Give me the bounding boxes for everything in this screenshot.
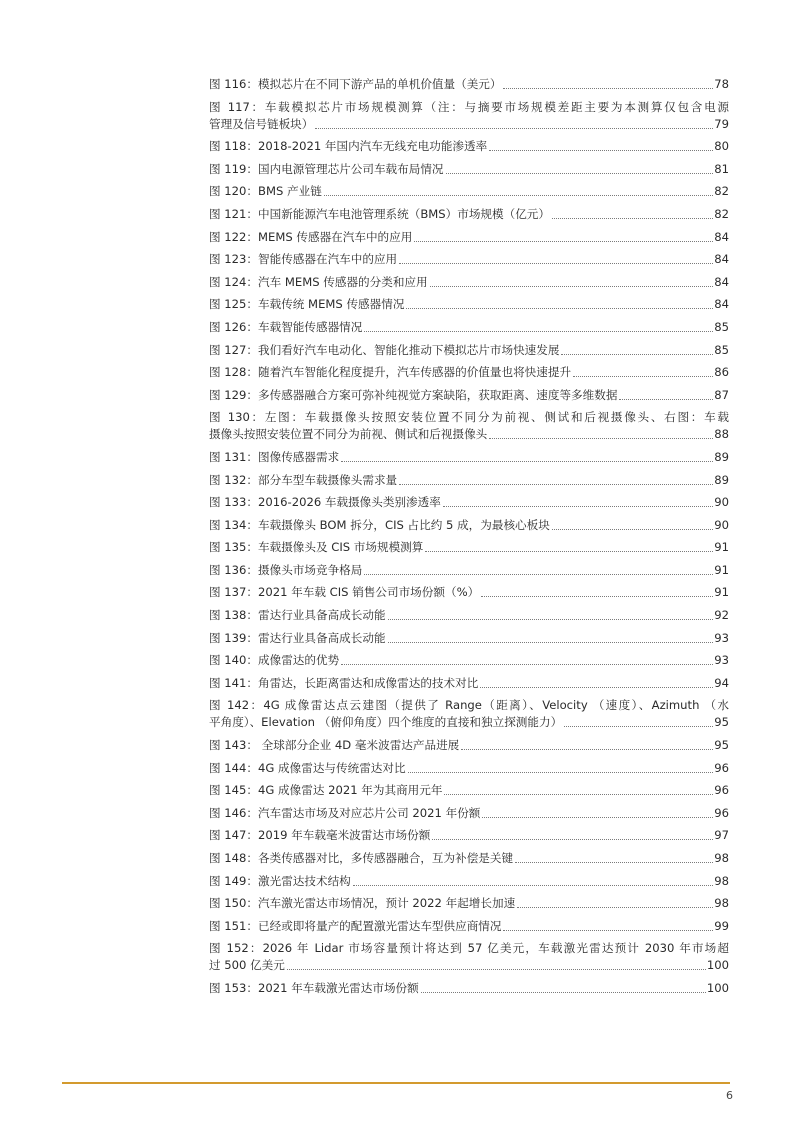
toc-entry[interactable]	[209, 251, 729, 268]
toc-entry-line	[209, 805, 729, 822]
toc-entry-line	[209, 850, 729, 867]
dot-leader	[341, 664, 713, 665]
dot-leader	[425, 551, 713, 552]
toc-entry-page: 84	[714, 252, 729, 267]
toc-entry-line	[209, 138, 729, 155]
toc-entry-page: 91	[714, 540, 729, 555]
toc-entry[interactable]	[209, 873, 729, 890]
toc-entry[interactable]	[209, 940, 729, 974]
toc-entry-title: 图 132：部分车型车载摄像头需求量	[209, 472, 398, 487]
toc-entry-line	[209, 251, 729, 268]
toc-entry-page: 91	[714, 585, 729, 600]
toc-entry-title: 图 134：车载摄像头 BOM 拆分，CIS 占比约 5 成，为最核心板块	[209, 517, 550, 532]
toc-entry-page: 86	[714, 365, 729, 380]
toc-entry-line	[209, 387, 729, 404]
toc-entry-page: 82	[714, 206, 729, 221]
toc-entry-title: 图 148：各类传感器对比，多传感器融合，互为补偿是关键	[209, 851, 514, 865]
toc-entry-page: 84	[714, 297, 729, 312]
dot-leader	[503, 88, 713, 89]
toc-entry-line	[209, 183, 729, 200]
toc-entry-title: 摄像头按照安装位置不同分为前视、侧试和后视摄像头	[209, 427, 488, 442]
toc-entry[interactable]	[209, 760, 729, 777]
toc-entry[interactable]	[209, 827, 729, 844]
dot-leader	[619, 399, 713, 400]
toc-entry-line	[209, 737, 729, 754]
toc-entry-line	[209, 296, 729, 313]
toc-entry[interactable]	[209, 229, 729, 246]
toc-entry-title: 图 126：车载智能传感器情况	[209, 319, 363, 334]
toc-entry-page: 79	[714, 116, 729, 131]
toc-entry-title: 管理及信号链板块）	[209, 116, 314, 131]
toc-entry[interactable]	[209, 76, 729, 93]
dot-leader	[406, 308, 713, 309]
toc-entry-title: 图 135：车载摄像头及 CIS 市场规模测算	[209, 540, 424, 555]
toc-entry-line	[209, 449, 729, 466]
toc-entry-page: 96	[714, 783, 729, 798]
toc-entry-title: 图 128：随着汽车智能化程度提升，汽车传感器的价值量也将快速提升	[209, 365, 572, 380]
dot-leader	[388, 619, 714, 620]
toc-entry-page: 80	[714, 139, 729, 154]
toc-entry[interactable]	[209, 161, 729, 178]
dot-leader	[517, 907, 713, 908]
toc-entry-page: 100	[706, 980, 729, 995]
dot-leader	[443, 506, 713, 507]
toc-entry[interactable]	[209, 895, 729, 912]
toc-entry[interactable]	[209, 387, 729, 404]
toc-entry-title-line1: 图 152：2026 年 Lidar 市场容量预计将达到 57 亿美元，车载激光雷达预计 2030 年市场超	[209, 941, 729, 956]
toc-entry-title: 图 127：我们看好汽车电动化、智能化推动下模拟芯片市场快速发展	[209, 342, 560, 357]
dot-leader	[430, 286, 714, 287]
toc-entry[interactable]	[209, 472, 729, 489]
toc-entry-title: 图 143： 全球部分企业 4D 毫米波雷达产品进展	[209, 738, 460, 753]
toc-entry-page: 98	[714, 873, 729, 888]
toc-entry-title: 图 123：智能传感器在汽车中的应用	[209, 252, 398, 267]
toc-entry[interactable]	[209, 584, 729, 601]
toc-entry-page: 90	[714, 517, 729, 532]
dot-leader	[364, 331, 713, 332]
dot-leader	[399, 484, 713, 485]
toc-entry[interactable]	[209, 206, 729, 223]
toc-entry[interactable]	[209, 274, 729, 291]
toc-entry-line	[209, 517, 729, 534]
toc-entry-page: 82	[714, 184, 729, 199]
toc-entry-title: 图 119：国内电源管理芯片公司车载布局情况	[209, 161, 444, 176]
dot-leader	[481, 596, 713, 597]
toc-entry[interactable]	[209, 409, 729, 443]
toc-entry-page: 87	[714, 387, 729, 402]
toc-entry-title: 图 125：车载传统 MEMS 传感器情况	[209, 297, 405, 312]
dot-leader	[408, 772, 714, 773]
toc-entry-title: 平角度）、Elevation （俯仰角度）四个维度的直接和独立探测能力）	[209, 715, 563, 730]
toc-entry-page: 88	[714, 427, 729, 442]
toc-entry-title: 图 137：2021 年车载 CIS 销售公司市场份额（%）	[209, 585, 480, 600]
toc-entry-title: 图 138：雷达行业具备高成长动能	[209, 608, 386, 623]
toc-entry-page: 84	[714, 229, 729, 244]
toc-entry-line	[209, 760, 729, 777]
toc-entry[interactable]	[209, 183, 729, 200]
dot-leader	[561, 354, 713, 355]
toc-entry-title: 图 140：成像雷达的优势	[209, 653, 340, 668]
toc-entry[interactable]	[209, 607, 729, 624]
dot-leader	[444, 794, 713, 795]
toc-entry[interactable]	[209, 697, 729, 731]
dot-leader	[399, 263, 713, 264]
toc-entry-page: 99	[714, 918, 729, 933]
toc-entry-title: 图 136：摄像头市场竞争格局	[209, 562, 363, 577]
toc-entry-title: 图 121：中国新能源汽车电池管理系统（BMS）市场规模（亿元）	[209, 206, 550, 221]
toc-entry-title: 图 139：雷达行业具备高成长动能	[209, 630, 386, 645]
toc-entry-line	[209, 895, 729, 912]
toc-entry-line	[209, 918, 729, 935]
dot-leader	[287, 969, 706, 970]
toc-entry-line	[209, 675, 729, 692]
dot-leader	[489, 150, 713, 151]
footer-rule	[62, 1082, 730, 1084]
toc-entry-title-line1: 图 130：左图：车载摄像头按照安装位置不同分为前视、侧试和后视摄像头、右图：车载	[209, 410, 729, 425]
toc-entry[interactable]	[209, 138, 729, 155]
toc-entry-title-line1: 图 142：4G 成像雷达点云建图（提供了 Range（距离）、Velocity （速度）、Azimuth （水	[209, 698, 729, 713]
toc-entry-line	[209, 274, 729, 291]
toc-entry-line	[209, 116, 729, 133]
toc-entry-title: 图 120：BMS 产业链	[209, 184, 322, 199]
toc-entry-line	[209, 539, 729, 556]
toc-entry-title: 图 149：激光雷达技术结构	[209, 873, 351, 888]
toc-entry-line	[209, 782, 729, 799]
dot-leader	[552, 529, 713, 530]
toc-entry[interactable]	[209, 449, 729, 466]
toc-entry[interactable]	[209, 342, 729, 359]
toc-entry-line	[209, 584, 729, 601]
dot-leader	[573, 376, 713, 377]
toc-entry-line	[209, 607, 729, 624]
toc-entry-title: 图 122：MEMS 传感器在汽车中的应用	[209, 229, 413, 244]
toc-entry-line	[209, 562, 729, 579]
toc-entry-page: 94	[714, 675, 729, 690]
dot-leader	[515, 862, 713, 863]
dot-leader	[388, 642, 714, 643]
toc-entry[interactable]	[209, 296, 729, 313]
dot-leader	[353, 885, 713, 886]
dot-leader	[324, 195, 713, 196]
toc-entry[interactable]	[209, 805, 729, 822]
toc-entry[interactable]	[209, 319, 729, 336]
toc-entry[interactable]	[209, 562, 729, 579]
toc-entry-title: 图 144：4G 成像雷达与传统雷达对比	[209, 760, 406, 775]
toc-entry-page: 89	[714, 449, 729, 464]
toc-entry-line	[209, 472, 729, 489]
toc-entry-page: 90	[714, 495, 729, 510]
toc-entry-page: 97	[714, 828, 729, 843]
toc-entry-line	[209, 342, 729, 359]
toc-entry-page: 78	[714, 77, 729, 91]
toc-entry-line	[209, 980, 729, 997]
toc-entry[interactable]	[209, 630, 729, 647]
toc-entry[interactable]	[209, 918, 729, 935]
toc-entry-page: 84	[714, 274, 729, 289]
dot-leader	[461, 749, 713, 750]
toc-entry-line	[209, 494, 729, 511]
toc-entry-line	[209, 714, 729, 731]
toc-entry-title: 图 153：2021 年车载激光雷达市场份额	[209, 980, 419, 995]
toc-entry[interactable]	[209, 737, 729, 754]
dot-leader	[489, 438, 713, 439]
toc-entry-title: 图 151：已经或即将量产的配置激光雷达车型供应商情况	[209, 918, 502, 933]
toc-entry-page: 98	[714, 851, 729, 865]
toc-entry-title: 图 141：角雷达，长距离雷达和成像雷达的技术对比	[209, 675, 479, 690]
toc-entry-line	[209, 652, 729, 669]
dot-leader	[552, 218, 713, 219]
toc-entry[interactable]	[209, 652, 729, 669]
toc-entry-title: 图 118：2018-2021 年国内汽车无线充电功能渗透率	[209, 139, 488, 154]
toc-entry[interactable]	[209, 850, 729, 867]
toc-entry[interactable]	[209, 364, 729, 381]
toc-entry-title: 图 146：汽车雷达市场及对应芯片公司 2021 年份额	[209, 805, 481, 820]
dot-leader	[315, 128, 713, 129]
toc-entry-title: 过 500 亿美元	[209, 958, 285, 973]
toc-entry-page: 92	[714, 608, 729, 623]
toc-entry-line	[209, 873, 729, 890]
toc-entry-page: 95	[714, 738, 729, 753]
toc-entry-title: 图 133：2016-2026 车载摄像头类别渗透率	[209, 495, 441, 510]
dot-leader	[421, 992, 706, 993]
toc-entry[interactable]	[209, 99, 729, 133]
toc-entry-page: 91	[714, 562, 729, 577]
toc-entry-page: 85	[714, 319, 729, 334]
toc-entry[interactable]	[209, 980, 729, 997]
toc-entry-title: 图 147：2019 年车载毫米波雷达市场份额	[209, 828, 431, 843]
dot-leader	[480, 687, 713, 688]
toc-entry[interactable]	[209, 494, 729, 511]
table-of-figures	[209, 76, 729, 1003]
toc-entry[interactable]	[209, 539, 729, 556]
toc-entry-page: 89	[714, 472, 729, 487]
dot-leader	[341, 461, 713, 462]
toc-entry-page: 81	[714, 161, 729, 176]
toc-entry-title: 图 129：多传感器融合方案可弥补纯视觉方案缺陷，获取距离、速度等多维数据	[209, 387, 618, 402]
toc-entry-line	[209, 229, 729, 246]
toc-entry[interactable]	[209, 517, 729, 534]
toc-entry-line	[209, 206, 729, 223]
toc-entry-line	[209, 319, 729, 336]
toc-entry-page: 96	[714, 805, 729, 820]
toc-entry-title: 图 124：汽车 MEMS 传感器的分类和应用	[209, 274, 428, 289]
toc-entry-line	[209, 957, 729, 974]
dot-leader	[503, 930, 713, 931]
toc-entry-title: 图 145：4G 成像雷达 2021 年为其商用元年	[209, 783, 443, 798]
toc-entry-line	[209, 161, 729, 178]
toc-entry-page: 93	[714, 630, 729, 645]
toc-entry-page: 96	[714, 760, 729, 775]
dot-leader	[432, 839, 713, 840]
dot-leader	[414, 241, 713, 242]
toc-entry[interactable]	[209, 675, 729, 692]
page-number: 6	[726, 1089, 733, 1102]
toc-entry-page: 95	[714, 715, 729, 730]
toc-entry[interactable]	[209, 782, 729, 799]
toc-entry-line	[209, 630, 729, 647]
toc-entry-page: 85	[714, 342, 729, 357]
toc-entry-page: 100	[706, 958, 729, 973]
toc-entry-page: 98	[714, 896, 729, 911]
toc-entry-line	[209, 76, 729, 93]
toc-entry-line	[209, 426, 729, 443]
dot-leader	[482, 817, 713, 818]
toc-entry-title: 图 150：汽车激光雷达市场情况，预计 2022 年起增长加速	[209, 896, 516, 911]
dot-leader	[446, 173, 714, 174]
toc-entry-page: 93	[714, 653, 729, 668]
toc-entry-line	[209, 364, 729, 381]
toc-entry-title: 图 116：模拟芯片在不同下游产品的单机价值量（美元）	[209, 77, 502, 91]
dot-leader	[364, 574, 713, 575]
toc-entry-title-line1: 图 117：车载模拟芯片市场规模测算（注：与摘要市场规模差距主要为本测算仅包含电源	[209, 99, 729, 114]
dot-leader	[564, 726, 713, 727]
toc-entry-line	[209, 827, 729, 844]
toc-entry-title: 图 131：图像传感器需求	[209, 449, 340, 464]
